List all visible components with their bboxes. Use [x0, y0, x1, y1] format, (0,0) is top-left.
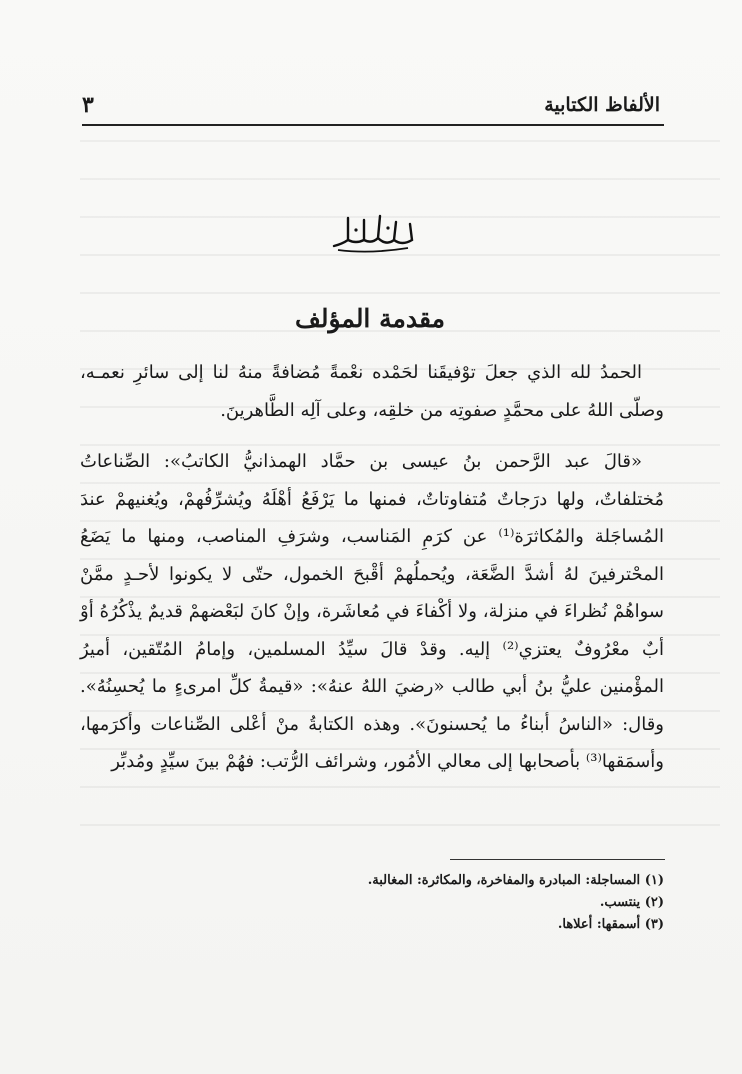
- paragraph: [80, 354, 664, 429]
- footnotes: [80, 870, 664, 936]
- footnote-2: (٢) ينتسب.: [599, 895, 664, 910]
- footnote-3: (٣) أسمقها: أعلاها.: [557, 917, 664, 932]
- paragraph-text: الحمدُ لله الذي جعلَ توْفيقَنا لحَمْده نعْمةً مُضافةً منهُ لنا إلى سائرِ نعمـه، وصلّى اللهُ على محمَّدٍ صفوتِه من خلقِه، وعلى آلِه الطَّاهرينَ.: [80, 362, 664, 421]
- chapter-title: مقدمة المؤلف: [294, 304, 446, 333]
- main-text: [80, 354, 664, 781]
- paragraph: [80, 443, 664, 781]
- paragraph-text: «قالَ عبد الرَّحمن بنُ عيسى بن حمَّاد الهمذانيُّ الكاتبُ»: الصِّناعاتُ مُختلفاتٌ، ولها درَجاتٌ مُتفاوتاتٌ، فمنها ما يَرْفَعُ أهْلَهُ ويُشرِّفُهمْ، ويُغنيهمْ عندَ المُساجَلة والمُكاثرَة⁽¹⁾ عن كرَمِ المَناسب، وشرَفِ المناصب، ومنها ما يَضَعُ المحْترفينَ لهُ أشدَّ الضَّعَة، ويُحملُهمْ أقْبحَ الخمول، حتّى لا يكونوا لأحـدٍ ممَّنْ سواهُمْ نُظراءَ في منزلة، ولا أكْفاءَ في مُعاشَرة، وإنْ كانَ لبَعْضهمْ قديمٌ يذْكُرُهُ أوْ أبٌ معْرُوفٌ يعتزي⁽²⁾ إليه. وقدْ قالَ سيِّدُ المسلمين، وإمامُ المُتّقين، أميرُ المؤْمنين عليُّ بنُ أبي طالب «رضيَ اللهُ عنهُ»: «قيمةُ كلِّ امرىءٍ ما يُحسِنُهُ». وقال: «الناسُ أبناءُ ما يُحسنونَ». وهذه الكتابةُ منْ أعْلى الصِّناعات وأكرَمها، وأسمَقها⁽³⁾ بأصحابها إلى معالي الأمُور، وشرائف الرُّتب: فهُمْ بينَ سيِّدٍ ومُدبِّر: [80, 451, 664, 772]
- basmala-calligraphy: [330, 210, 416, 254]
- footnote-1: (١) المساجلة: المبادرة والمفاخرة، والمكاثرة: المغالبة.: [367, 873, 664, 888]
- header-rule: [82, 124, 664, 126]
- footnote-rule: [450, 859, 665, 860]
- running-header: [82, 90, 660, 124]
- page-number: ٣: [82, 92, 94, 118]
- book-title: الألفاظ الكتابية: [544, 94, 660, 116]
